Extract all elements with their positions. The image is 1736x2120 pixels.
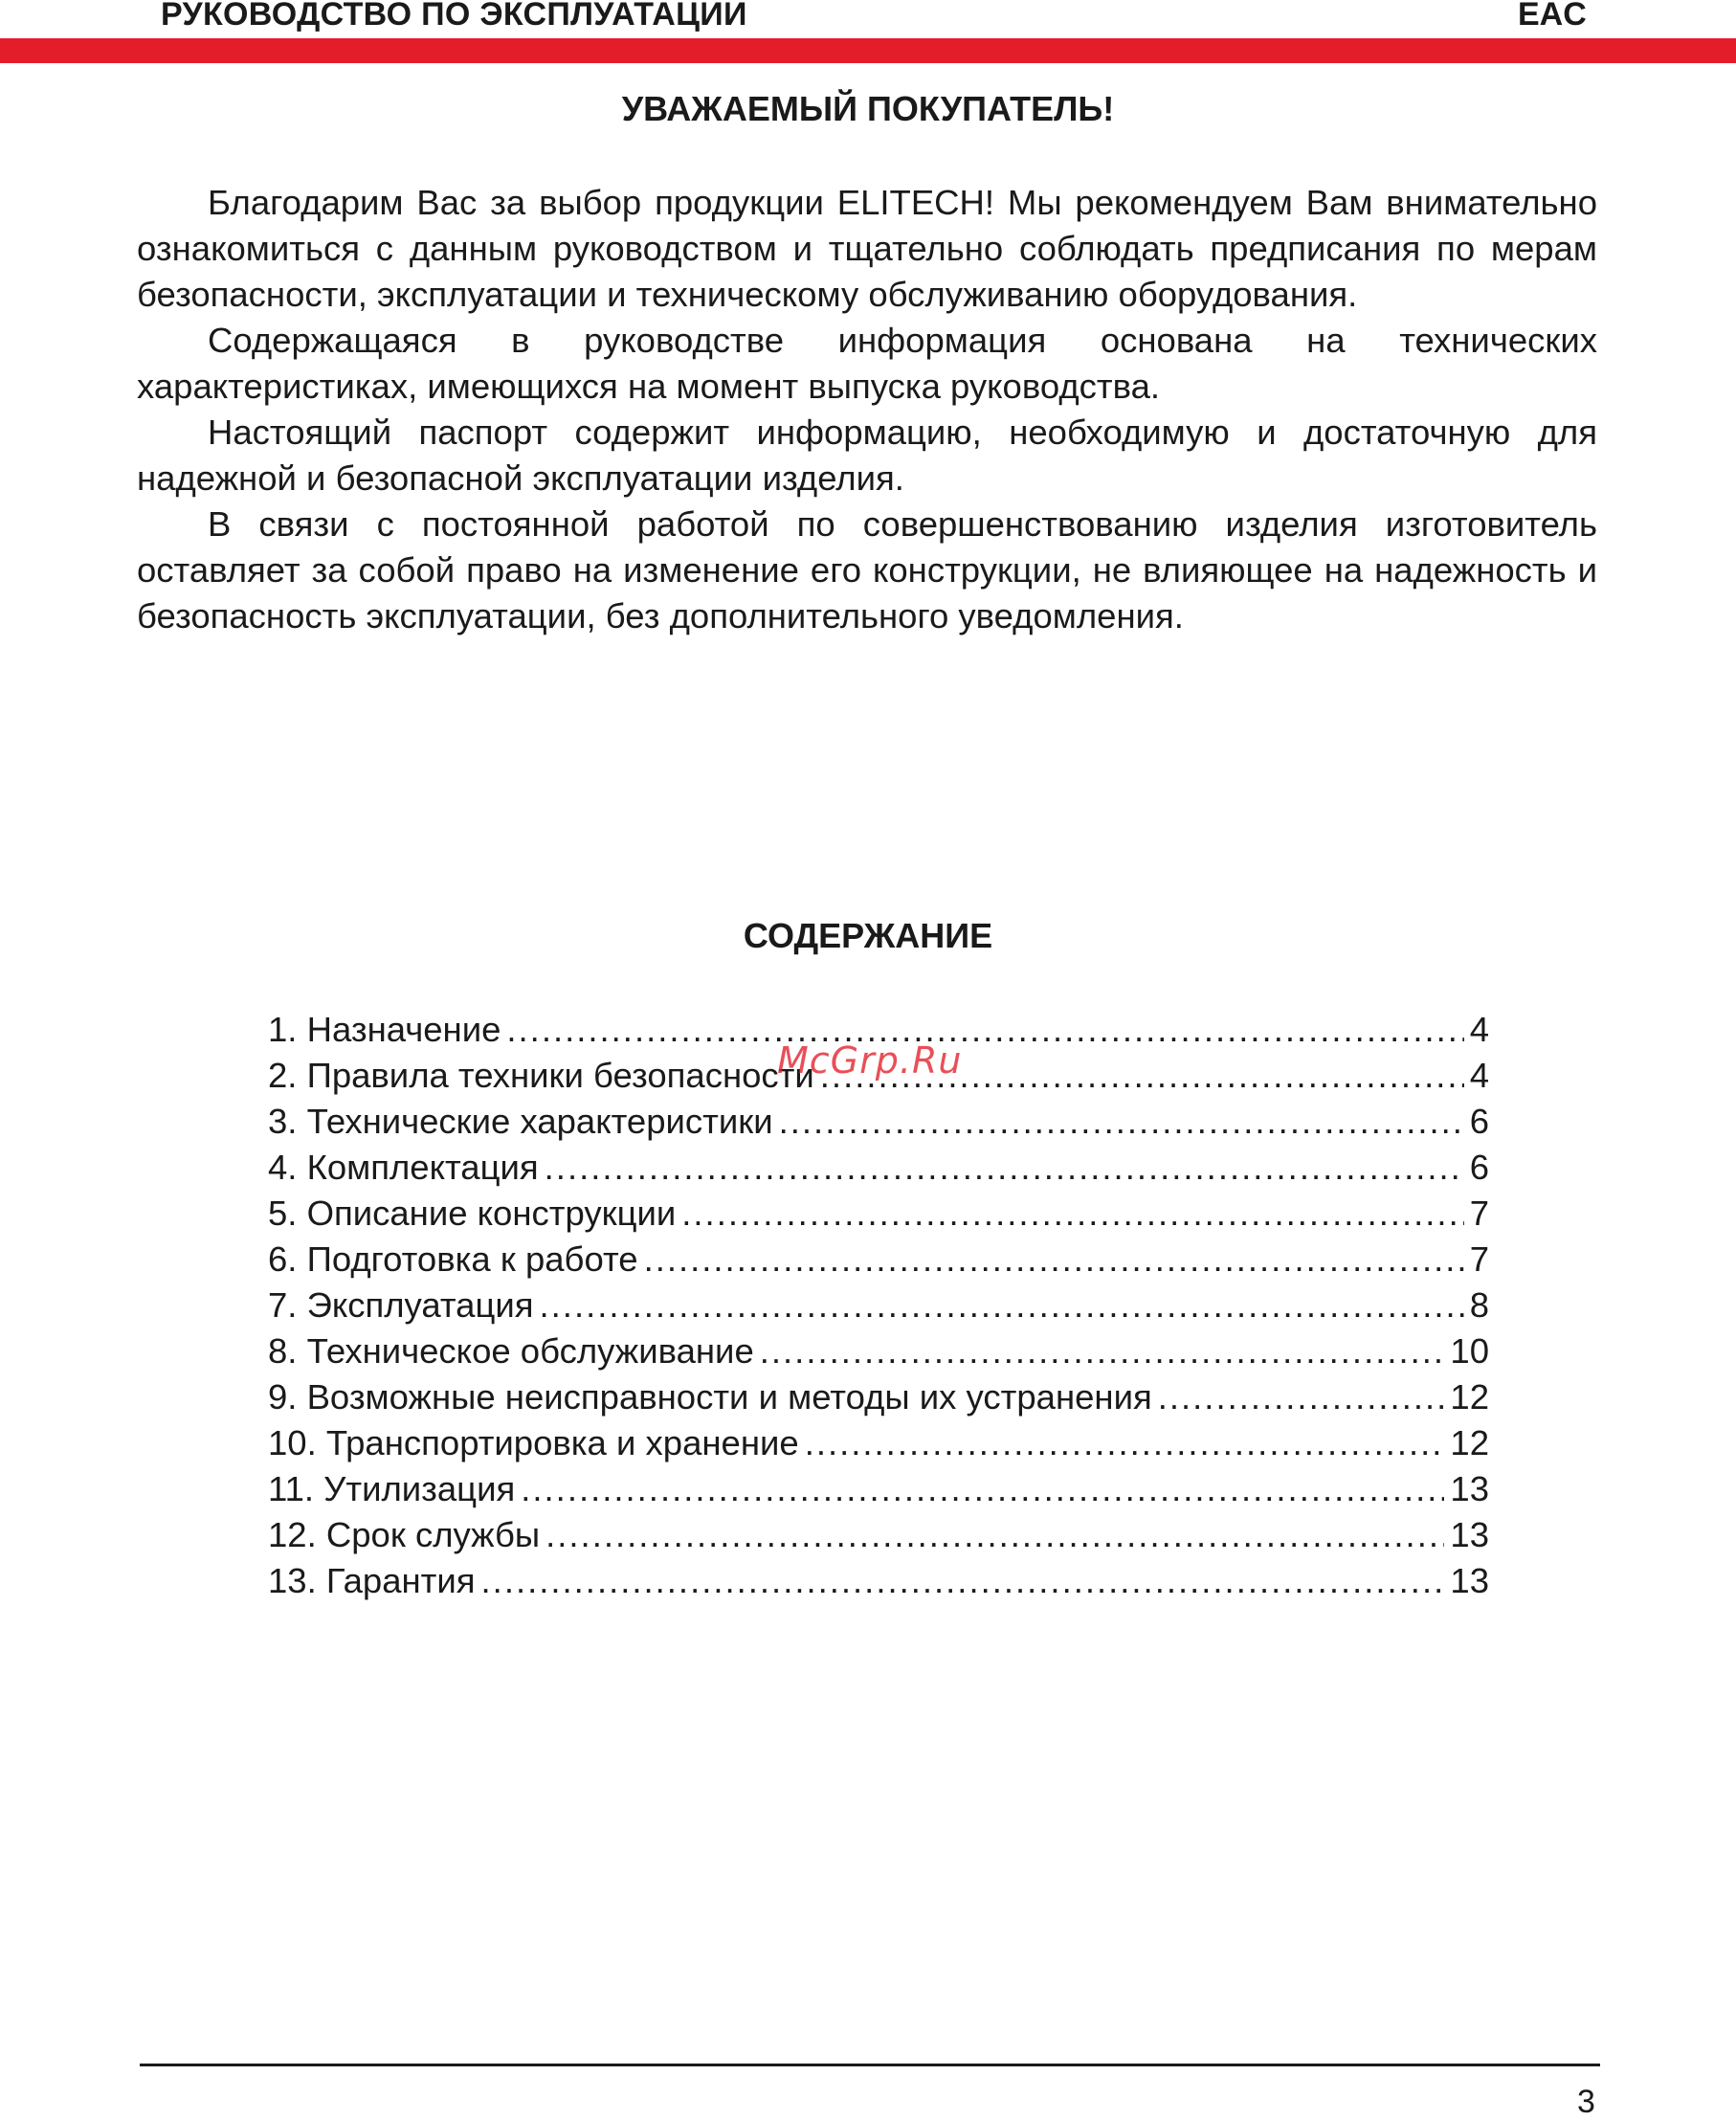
toc-item-label: 4. Комплектация [268, 1148, 539, 1187]
toc-item-label: 7. Эксплуатация [268, 1285, 534, 1325]
toc-leader-dots [644, 1237, 1464, 1283]
toc-item-page: 13 [1450, 1561, 1489, 1600]
toc-item-transport[interactable] [268, 1420, 1489, 1466]
toc-item-page: 4 [1469, 1010, 1489, 1049]
toc-item-page: 10 [1450, 1331, 1489, 1371]
toc-item-page: 7 [1469, 1239, 1489, 1279]
toc-item-label: 9. Возможные неисправности и методы их устранения [268, 1377, 1152, 1417]
toc-item-label: 3. Технические характеристики [268, 1102, 773, 1141]
toc-item-page: 12 [1450, 1423, 1489, 1462]
toc-item-preparation[interactable] [268, 1237, 1489, 1283]
toc-leader-dots [506, 1007, 1463, 1053]
intro-text [137, 180, 1597, 639]
toc-item-maintenance[interactable] [268, 1328, 1489, 1374]
toc-item-operation[interactable] [268, 1283, 1489, 1328]
toc-item-label: 10. Транспортировка и хранение [268, 1423, 799, 1462]
toc-item-package[interactable] [268, 1145, 1489, 1191]
toc-item-disposal[interactable] [268, 1466, 1489, 1512]
intro-paragraph: Благодарим Вас за выбор продукции ELITECH! Мы рекомендуем Вам внимательно ознакомиться с данным руководством и тщательно соблюдать предписания по мерам безопасности, эксплуатации и техническому обслуживанию оборудования. [137, 183, 1597, 314]
toc-item-page: 12 [1450, 1377, 1489, 1417]
toc-item-specs[interactable] [268, 1099, 1489, 1145]
toc-leader-dots [545, 1145, 1464, 1191]
toc-item-label: 5. Описание конструкции [268, 1194, 677, 1233]
toc-item-service-life[interactable] [268, 1512, 1489, 1558]
header-title: РУКОВОДСТВО ПО ЭКСПЛУАТАЦИИ [161, 0, 747, 33]
toc-item-label: 11. Утилизация [268, 1469, 516, 1508]
toc-item-page: 8 [1469, 1285, 1489, 1325]
toc-item-troubleshooting[interactable] [268, 1374, 1489, 1420]
toc-leader-dots [481, 1558, 1445, 1604]
toc-title: СОДЕРЖАНИЕ [743, 916, 993, 955]
footer-rule [140, 2064, 1600, 2066]
table-of-contents [268, 1007, 1489, 1604]
toc-leader-dots [545, 1512, 1444, 1558]
toc-leader-dots [521, 1466, 1444, 1512]
toc-item-label: 8. Техническое обслуживание [268, 1331, 754, 1371]
eac-mark: EAC [1518, 0, 1587, 33]
toc-leader-dots [779, 1099, 1464, 1145]
intro-paragraph: Настоящий паспорт содержит информацию, необходимую и достаточную для надежной и безопасной эксплуатации изделия. [137, 413, 1597, 498]
toc-item-label: 2. Правила техники безопасности [268, 1056, 814, 1095]
intro-paragraph: Содержащаяся в руководстве информация основана на технических характеристиках, имеющихся на момент выпуска руководства. [137, 321, 1597, 406]
header-red-bar [0, 38, 1736, 63]
toc-item-page: 13 [1450, 1469, 1489, 1508]
toc-leader-dots [540, 1283, 1464, 1328]
toc-item-design[interactable] [268, 1191, 1489, 1237]
toc-leader-dots [805, 1420, 1445, 1466]
greeting-heading: УВАЖАЕМЫЙ ПОКУПАТЕЛЬ! [621, 89, 1115, 128]
toc-item-page: 6 [1469, 1148, 1489, 1187]
toc-item-page: 6 [1469, 1102, 1489, 1141]
toc-item-label: 1. Назначение [268, 1010, 501, 1049]
toc-item-page: 7 [1469, 1194, 1489, 1233]
toc-item-page: 13 [1450, 1515, 1489, 1554]
toc-item-page: 4 [1469, 1056, 1489, 1095]
page-number: 3 [1577, 2084, 1595, 2120]
toc-item-warranty[interactable] [268, 1558, 1489, 1604]
intro-paragraph: В связи с постоянной работой по совершенствованию изделия изготовитель оставляет за собой право на изменение его конструкции, не влияющее на надежность и безопасность эксплуатации, без дополнительного уведомления. [137, 504, 1597, 636]
toc-leader-dots [1158, 1374, 1445, 1420]
toc-item-label: 6. Подготовка к работе [268, 1239, 638, 1279]
toc-item-label: 13. Гарантия [268, 1561, 476, 1600]
toc-leader-dots [760, 1328, 1445, 1374]
toc-item-label: 12. Срок службы [268, 1515, 541, 1554]
watermark: McGrp.Ru [777, 1039, 963, 1082]
page-header [0, 0, 1736, 67]
toc-leader-dots [681, 1191, 1463, 1237]
